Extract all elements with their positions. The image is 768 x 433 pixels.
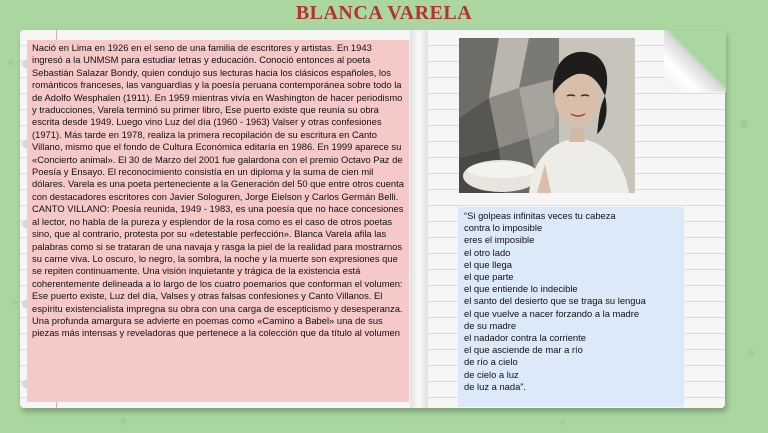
background-speckle	[12, 300, 17, 305]
background-speckle	[120, 418, 127, 425]
biography-text: Nació en Lima en 1926 en el seno de una familia de escritores y artistas. En 1943 ingresó a la UNMSM para estudiar letras y educación. Conoció entonces al poeta Sebastián Salazar Bondy, quien condujo sus lecturas hacia los clásicos españoles, los románticos franceses, las vanguardias y la poesía peruana contemporánea sobre todo la de Adolfo Wesphalen (1911). En 1959 mientras vivía en Washington de hacer periodismo y traducciones, Varela terminó su primer libro, Ese puerto existe que reunía su obra escrita desde 1949. Luego vino Luz del día (1960 - 1963) Valser y otras confesiones (1971). Más tarde en 1978, realiza la primera recopilación de su escritura en Canto Villano, mismo que el fondo de Cultura Económica editaría en 1986. En 1999 aparece su «Concierto animal». El 30 de Marzo del 2001 fue galardona con el premio Octavo Paz de Poesía y Ensayo. El reconocimiento consistía en un diploma y la suma de cien mil dólares. Varela es una poeta perteneciente a la Generación del 50 que entre otros cuenta con destacadores escritores con Javier Sologuren, Jorge Eielson y Carlos Germán Belli. CANTO VILLANO: Poesía reunida, 1949 - 1983, es una poesía que no hace concesiones al lector, no habla de la pureza y esplendor de la rosa como es el caso de otros poetas sino, que al contrario, protesta por su «detestable perfección». Blanca Varela afila las palabras como si se trataran de una navaja y rasga la piel de la realidad para mostrarnos su carne viva. Lo oscuro, lo negro, la sombra, la noche y la muerte son expresiones que se repiten continuamente. Una visión inquietante y trágica de la existencia está coherentemente delineada a lo largo de los cuatro poemarios que conforman el volumen: Ese puerto existe, Luz del día, Valses y otras falsas confesiones y Canto Villanos. El espíritu existencialista impregna su obra con una carga de escepticismo y desesperanza. Una profunda amargura se advierte en poemas como «Camino a Babel» una de sus piezas más intensas y reveladoras que pertenece a la colección que da título al volumen	[27, 40, 409, 402]
portrait-photo	[459, 38, 635, 193]
poem-excerpt	[458, 207, 684, 407]
page-curl-icon	[664, 30, 726, 92]
poem-line: de luz a nada”.	[464, 380, 527, 392]
portrait-photo-illustration	[459, 38, 635, 193]
poem-line: de cielo a luz	[464, 368, 519, 380]
poem-line: el otro lado	[464, 246, 511, 258]
poem-line: de río a cielo	[464, 356, 518, 368]
poem-line: contra lo imposible	[464, 222, 543, 234]
background-speckle	[8, 60, 14, 66]
poem-line: el que entiende lo indecible	[464, 283, 578, 295]
background-speckle	[740, 120, 748, 128]
poem-line: el que asciende de mar a río	[464, 344, 583, 356]
poem-line: el que parte	[464, 271, 514, 283]
poem-line: el santo del desierto que se traga su lengua	[464, 295, 646, 307]
poem-line: el que llega	[464, 258, 512, 270]
poem-line: el nadador contra la corriente	[464, 332, 586, 344]
poem-line: “Si golpeas infinitas veces tu cabeza	[464, 210, 616, 221]
poem-line: el que vuelve a nacer forzando a la madre	[464, 307, 640, 319]
background-speckle	[748, 350, 754, 356]
page-title: BLANCA VARELA	[295, 2, 473, 24]
poem-line: eres el imposible	[464, 234, 535, 246]
poem-line: de su madre	[464, 319, 517, 331]
background-speckle	[560, 420, 565, 425]
notebook-spine	[410, 30, 428, 408]
